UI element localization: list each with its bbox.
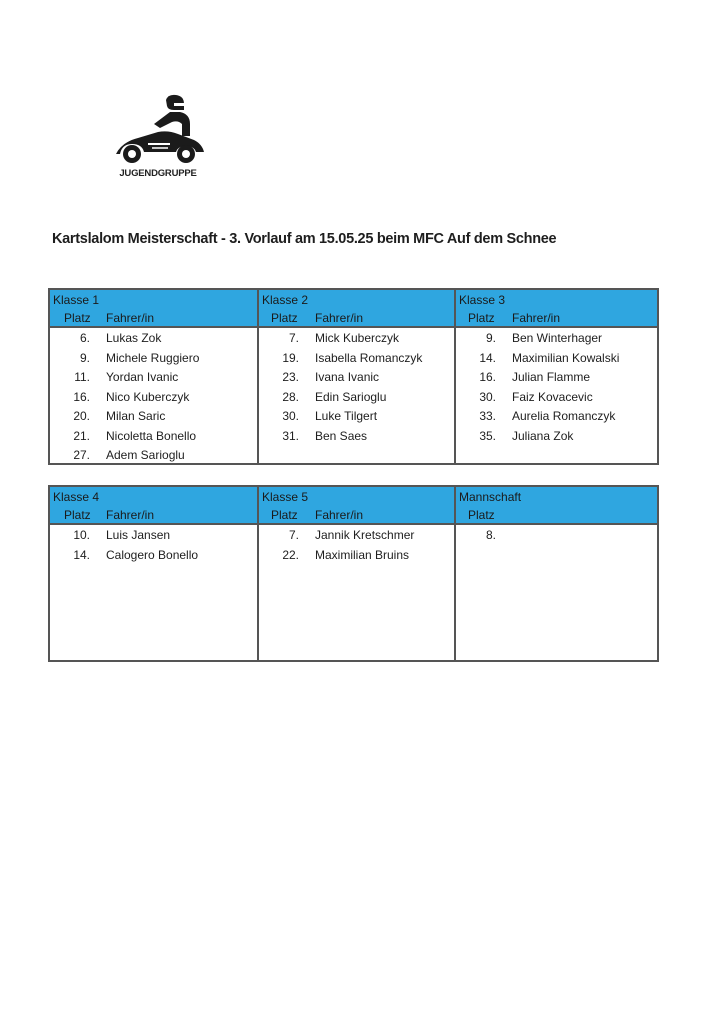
column-klasse-5: [257, 487, 456, 660]
entry-platz: 21.: [73, 428, 90, 443]
entry-list: [50, 328, 257, 465]
column-klasse-4: [50, 487, 257, 660]
entry-list: [50, 525, 257, 564]
header-fahrer: Fahrer/in: [512, 311, 561, 325]
table-row: [259, 387, 456, 407]
header-fahrer: Fahrer/in: [315, 508, 364, 522]
entry-name: Maximilian Bruins: [315, 547, 410, 562]
table-row: [259, 426, 456, 446]
logo: [108, 94, 208, 186]
table-row: [50, 445, 257, 465]
header-fahrer: Fahrer/in: [315, 311, 364, 325]
table-row: [456, 348, 657, 368]
table-row: [259, 348, 456, 368]
entry-name: Aurelia Romanczyk: [512, 409, 616, 423]
entry-platz: 19.: [282, 350, 299, 365]
table-row: [50, 406, 257, 426]
results-table-1: [48, 288, 659, 465]
entry-name: Faiz Kovacevic: [512, 389, 593, 404]
header-platz: Platz: [271, 508, 298, 522]
table-row: [50, 525, 257, 545]
table-row: [50, 328, 257, 348]
entry-platz: 31.: [282, 428, 299, 443]
entry-name: Calogero Bonello: [106, 547, 199, 562]
entry-name: Adem Sarioglu: [106, 448, 185, 462]
header-fahrer: Fahrer/in: [106, 311, 155, 325]
entry-name: Edin Sarioglu: [315, 389, 387, 404]
class-name: Klasse 4: [53, 490, 100, 504]
column-klasse-1: [50, 290, 257, 463]
entry-list: [456, 328, 657, 445]
table-row: [50, 367, 257, 387]
entry-platz: 8.: [485, 528, 496, 542]
table-row: [456, 387, 657, 407]
kart-icon: [108, 94, 208, 166]
table-row: [50, 348, 257, 368]
entry-platz: 22.: [282, 547, 299, 562]
entry-platz: 11.: [74, 370, 90, 384]
logo-text: JUGENDGRUPPE: [119, 168, 197, 179]
entry-platz: 27.: [73, 448, 90, 462]
header-platz: Platz: [64, 508, 91, 522]
entry-platz: 20.: [73, 409, 90, 423]
column-klasse-2: [257, 290, 456, 463]
table-row: [259, 545, 456, 565]
entry-list: [456, 525, 657, 545]
entry-name: Michele Ruggiero: [106, 350, 200, 365]
entry-name: Lukas Zok: [106, 331, 162, 345]
entry-platz: 9.: [79, 350, 90, 365]
entry-platz: 16.: [73, 389, 90, 404]
entry-name: Juliana Zok: [512, 428, 574, 443]
results-table-2: [48, 485, 659, 662]
table-row: [259, 328, 456, 348]
entry-name: Nico Kuberczyk: [106, 389, 190, 404]
entry-name: Luis Jansen: [106, 528, 171, 542]
header-platz: Platz: [468, 311, 495, 325]
entry-list: [259, 328, 456, 445]
entry-name: Ivana Ivanic: [315, 370, 380, 384]
header-platz: Platz: [468, 508, 495, 522]
page-title: Kartslalom Meisterschaft - 3. Vorlauf am 15.05.25 beim MFC Auf dem Schnee: [52, 231, 557, 247]
entry-name: Mick Kuberczyk: [315, 331, 400, 345]
table-row: [456, 426, 657, 446]
entry-platz: 7.: [288, 528, 299, 542]
entry-platz: 9.: [485, 331, 496, 345]
table-row: [50, 545, 257, 565]
entry-platz: 23.: [282, 370, 299, 384]
table-row: [456, 525, 657, 545]
entry-platz: 14.: [73, 547, 90, 562]
entry-name: Isabella Romanczyk: [315, 350, 423, 365]
table-row: [456, 328, 657, 348]
header-platz: Platz: [64, 311, 91, 325]
entry-platz: 30.: [479, 389, 496, 404]
entry-name: Yordan Ivanic: [106, 370, 179, 384]
table-row: [456, 406, 657, 426]
entry-platz: 7.: [288, 331, 299, 345]
entry-platz: 35.: [479, 428, 496, 443]
entry-name: Luke Tilgert: [315, 409, 378, 423]
table-row: [259, 525, 456, 545]
entry-name: Maximilian Kowalski: [512, 350, 620, 365]
table-row: [50, 387, 257, 407]
class-name: Mannschaft: [459, 490, 522, 504]
entry-list: [259, 525, 456, 564]
column-klasse-3: [454, 290, 657, 463]
column-mannschaft: [454, 487, 657, 660]
entry-platz: 33.: [479, 409, 496, 423]
entry-platz: 16.: [479, 370, 496, 384]
entry-platz: 30.: [282, 409, 299, 423]
class-name: Klasse 2: [262, 293, 309, 307]
header-platz: Platz: [271, 311, 298, 325]
entry-name: Milan Saric: [106, 409, 166, 423]
entry-name: Nicoletta Bonello: [106, 428, 197, 443]
table-row: [259, 367, 456, 387]
table-row: [456, 367, 657, 387]
entry-name: Ben Saes: [315, 428, 368, 443]
class-name: Klasse 1: [53, 293, 100, 307]
entry-platz: 6.: [79, 331, 90, 345]
entry-platz: 14.: [479, 350, 496, 365]
header-fahrer: Fahrer/in: [106, 508, 155, 522]
entry-name: Julian Flamme: [512, 370, 591, 384]
entry-platz: 10.: [73, 528, 90, 542]
entry-name: Jannik Kretschmer: [315, 528, 415, 542]
entry-platz: 28.: [282, 389, 299, 404]
table-row: [259, 406, 456, 426]
entry-name: Ben Winterhager: [512, 331, 603, 345]
class-name: Klasse 3: [459, 293, 506, 307]
table-row: [50, 426, 257, 446]
class-name: Klasse 5: [262, 490, 309, 504]
